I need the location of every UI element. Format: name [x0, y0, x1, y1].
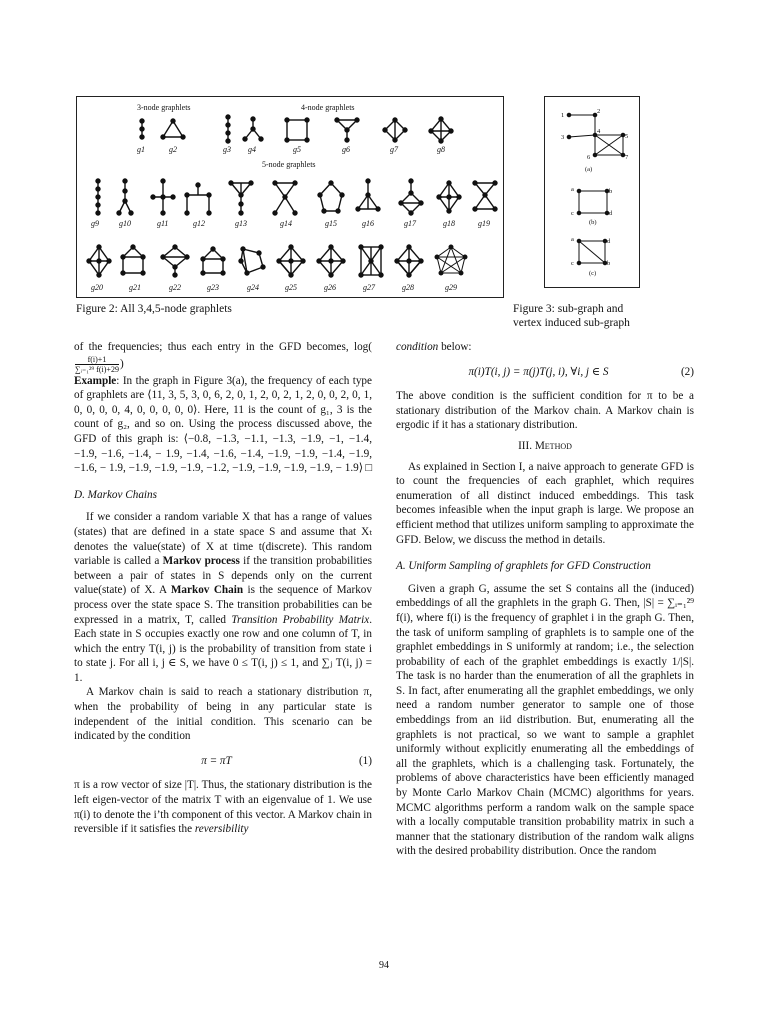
label-g21: g21: [129, 283, 141, 292]
graphlet-g3: [226, 115, 230, 143]
gfd-fraction-numerator: f(i)+1: [75, 355, 119, 365]
graphlet-g15: [318, 181, 344, 213]
labels-row-5b: [91, 283, 457, 292]
label-g5: g5: [293, 145, 301, 154]
gfd-entry-paragraph: [74, 340, 372, 374]
label-g7: g7: [390, 145, 398, 154]
label-g13: g13: [235, 219, 247, 228]
subgraph-c: [571, 236, 611, 277]
markov-chain-term: Markov Chain: [170, 584, 244, 597]
condition-text: below:: [438, 341, 472, 353]
node-label-3: 3: [561, 134, 565, 141]
b-label-d: d: [609, 210, 613, 217]
panel-label-a: (a): [585, 166, 593, 173]
panel-label-c: (c): [589, 270, 597, 277]
b-label-b: b: [609, 188, 613, 195]
header-5node: 5-node graphlets: [262, 160, 316, 169]
section-d-heading: D. Markov Chains: [74, 488, 157, 501]
equation-2-body: π(i)T(i, j) = π(j)T(j, i), ∀i, j ∈ S: [468, 365, 609, 378]
label-g28: g28: [402, 283, 414, 292]
gfd-entry-text: of the frequencies; thus each entry in the GFD becomes, log(: [74, 341, 372, 353]
figure-3-caption-line2: vertex induced sub-graph: [513, 317, 630, 329]
graphlet-g22: [161, 245, 189, 277]
header-4node: 4-node graphlets: [301, 103, 355, 112]
node-label-5: 5: [625, 133, 629, 140]
sufficient-condition-paragraph: The above condition is the sufficient condition for π to be a stationary distribution of the Markov chain. A Markov chain is ergodic if it has a stationary distribution.: [396, 390, 694, 432]
markov-definition-paragraph: [74, 510, 372, 685]
reversibility-term: reversibility: [194, 823, 249, 836]
graphlet-g21: [121, 245, 145, 275]
label-g10: g10: [119, 219, 131, 228]
graphlet-g16: [356, 179, 380, 211]
label-g4: g4: [248, 145, 256, 154]
graphlet-g20: [87, 245, 111, 277]
node-label-4: 4: [597, 128, 601, 135]
c-label-d: d: [607, 238, 611, 245]
label-g20: g20: [91, 283, 103, 292]
c-label-a: a: [571, 236, 574, 243]
label-g29: g29: [445, 283, 457, 292]
graphlet-g28: [395, 245, 423, 277]
label-g1: g1: [137, 145, 145, 154]
method-paragraph: As explained in Section I, a naive approach to generate GFD is to count the frequencies of each graphlet, which requires enumeration of all distinct induced embeddings. This task becomes infeasible when the input graph is large. We propose an efficient method that utilizes uniform sampling to approximate the GFD. Below, we discuss the method in details.: [396, 460, 694, 546]
node-label-7: 7: [625, 154, 629, 161]
gfd-fraction: [75, 355, 119, 374]
graphlet-g8: [429, 117, 453, 143]
label-g2: g2: [169, 145, 177, 154]
stationary-paragraph: A Markov chain is said to reach a stationary distribution π, when the probability of being in any particular state is independent of the initial condition. This scenario can be indicated by the condition: [74, 686, 372, 743]
graphlet-g25: [277, 245, 305, 277]
example-paragraph: [74, 374, 372, 476]
graphlet-g10: [117, 179, 133, 215]
section-a-heading: A. Uniform Sampling of graphlets for GFD Construction: [396, 560, 651, 573]
label-g3: g3: [223, 145, 231, 154]
graphlet-g6: [335, 118, 359, 142]
markov-text-4: . Each state in S occupies exactly one row and one column of T, in which the entry T(i, j) is the probability of transition from state i to state j. For all i, j ∈ S, we have 0 ≤ T(i, j) ≤ 1, and ∑ⱼ T(i, j) = 1.: [74, 613, 372, 684]
graphlet-g4: [243, 117, 263, 141]
left-column: [74, 340, 372, 837]
graphlet-g11: [151, 179, 175, 215]
label-g19: g19: [478, 219, 490, 228]
example-text: : In the graph in Figure 3(a), the frequency of each type of graphlets are ⟨11, 3, 5, 3, 0, 6, 2, 0, 1, 2, 0, 2, 1, 2, 0, 0, 2, 0, 1, 0, 0, 0, 0, 4, 0, 0, 0, 0, 0⟩. Here, 11 is the count of g₁, 3 is the count of g₂, and so on. Using the process discussed above, the GFD of this graph is: ⟨−0.8, −1.3, −1.1, −1.3, −1.9, −1, −1.4, −1.9, −1.6, −1.4, − 1.9, −1.4, −1.6, −1.4, −1.9, −1.9, −1.4, −1.9, −1.6, − 1.9, −1.9, −1.9, −1.9, −1.2, −1.9, −1.9, −1.9, −1.9, − 1.9⟩: [74, 374, 372, 475]
label-g26: g26: [324, 283, 336, 292]
label-g25: g25: [285, 283, 297, 292]
c-label-b: b: [607, 260, 611, 267]
example-label: Example: [74, 374, 117, 387]
graphlet-g14: [273, 181, 297, 215]
graphlet-g5: [285, 118, 309, 142]
graphlet-g9: [96, 179, 100, 215]
node-label-1: 1: [561, 112, 565, 119]
graphlet-g29: [435, 245, 467, 275]
markov-text-2: if the transition probabilities between a pair of states in S depends only on the current value(state) of X. A: [74, 555, 372, 597]
label-g23: g23: [207, 283, 219, 292]
label-g11: g11: [157, 219, 169, 228]
label-g8: g8: [437, 145, 445, 154]
graphlet-g12: [185, 183, 211, 215]
labels-row-3-4: [137, 145, 445, 154]
panel-label-b: (b): [589, 219, 597, 226]
node-label-6: 6: [587, 154, 591, 161]
right-column: [396, 340, 694, 859]
graphlet-g18: [437, 181, 461, 213]
subgraph-svg: [545, 97, 641, 289]
graphlet-g27: [359, 245, 383, 277]
condition-paragraph: [396, 340, 694, 355]
equation-1-number: (1): [358, 754, 372, 767]
markov-text-1: If we consider a random variable X that has a range of values (states) that are defined in a state space S and assume that Xₜ denotes the value(state) of X at time t(discrete). This random variable is called a: [74, 511, 372, 568]
label-g22: g22: [169, 283, 181, 292]
figure-2-caption: Figure 2: All 3,4,5-node graphlets: [76, 303, 232, 315]
label-g15: g15: [325, 219, 337, 228]
graphlet-g17: [399, 179, 423, 215]
label-g14: g14: [280, 219, 292, 228]
graphlet-g2: [161, 119, 185, 139]
label-g17: g17: [404, 219, 416, 228]
transition-matrix-term: Transition Probability Matrix: [231, 613, 370, 626]
graphlet-g7: [383, 118, 407, 142]
markov-process-term: Markov process: [162, 555, 240, 568]
section-3-heading: III. Method: [518, 439, 572, 452]
eigenvector-text: π is a row vector of size |T|. Thus, the stationary distribution is the left eigen-vector of the matrix T with an eigenvalue of 1. We use π(i) to denote the i’th component of this vector. A Markov chain in reversible if it satisfies the: [74, 779, 372, 836]
label-g6: g6: [342, 145, 350, 154]
gfd-fraction-denominator: ∑ᵢ₌₁²⁹ f(i)+29: [75, 364, 119, 374]
node-label-2: 2: [597, 108, 601, 115]
figure-3-subgraphs: [544, 96, 640, 288]
page-number: 94: [379, 960, 389, 971]
subgraph-a: [561, 108, 629, 173]
equation-2: [396, 365, 694, 380]
b-label-c: c: [571, 210, 574, 217]
graphlet-g19: [473, 181, 497, 211]
label-g18: g18: [443, 219, 455, 228]
figure-3-caption: [513, 302, 630, 330]
label-g12: g12: [193, 219, 205, 228]
graphlet-g24: [239, 247, 265, 275]
equation-1: [74, 754, 372, 769]
condition-term: condition: [396, 341, 439, 353]
equation-2-number: (2): [680, 365, 694, 378]
graphlet-g26: [317, 245, 345, 277]
label-g16: g16: [362, 219, 374, 228]
graphlet-g23: [201, 247, 225, 275]
label-g24: g24: [247, 283, 259, 292]
markov-text-3: is the sequence of Markov process over the state space S. The transition probabilities can be expressed in a matrix, T, called: [74, 584, 372, 626]
subgraph-b: [571, 186, 613, 226]
label-g27: g27: [363, 283, 375, 292]
b-label-a: a: [571, 186, 574, 193]
eigenvector-paragraph: [74, 778, 372, 836]
labels-row-5a: [91, 219, 490, 228]
graphlets-svg: [77, 97, 505, 299]
qed-symbol: □: [365, 462, 372, 475]
c-label-c: c: [571, 260, 574, 267]
graphlet-g13: [229, 181, 253, 215]
figure-3-caption-line1: Figure 3: sub-graph and: [513, 303, 624, 315]
equation-1-body: π = πT: [201, 754, 232, 767]
label-g9: g9: [91, 219, 99, 228]
figure-2-graphlets: [76, 96, 504, 298]
gfd-entry-end: ): [119, 357, 124, 370]
graphlet-g1: [140, 119, 144, 139]
header-3node: 3-node graphlets: [137, 103, 191, 112]
uniform-sampling-paragraph: Given a graph G, assume the set S contains all the (induced) embeddings of all the graphlets in the graph G. Then, |S| = ∑ᵢ₌₁²⁹ f(i), where f(i) is the frequency of graphlet i in the graph G. Then, the task of uniform sampling of graphlets is to sample one of the graphlet embeddings in S uniformly at random; i.e., the selection probability of each of the graphlet embeddings is exactly 1/|S|. The task is no harder than the enumeration of all the graphlets in S. In fact, after enumerating all the graphlet embeddings, we only need a random number generator to sample one of those embeddings from an iid distribution. But, enumerating all the graphlets is not practical, so we want to sample a graphlet uniformly without explicitly enumerating all the embeddings of all the graphlets, which is a challenging task. Fortunately, the problems of above characteristics have been efficiently managed by Monte Carlo Markov Chain (MCMC) algorithms for years. MCMC algorithms perform a random walk on the sample space with a locally computable transition probability matrix in such a manner that the stationary distribution of the random walk aligns with the desired probability distribution. Once the random: [396, 582, 694, 858]
